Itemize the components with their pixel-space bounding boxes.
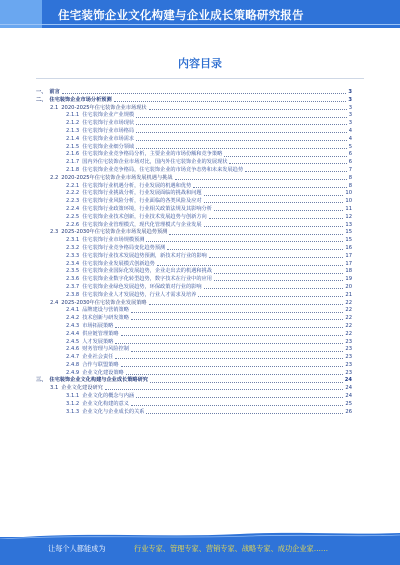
toc-entry-title: 住宅装饰行业政策环境，行业相关政策法规及其影响分析 [82,205,212,212]
toc-entry-title: 住宅装饰企业数字化转型趋势，数字技术在行业中的应用 [82,276,212,283]
toc-entry[interactable] [36,228,352,236]
toc-entry-number: 2.3.8 [66,291,80,298]
toc-dot-leader [149,109,347,110]
toc-page-number: 26 [345,408,352,415]
toc-page-number: 22 [345,307,352,314]
toc-entry-title: 住宅装饰企业国际化发展趋势，企业走出去的机遇和挑战 [82,268,212,275]
toc-entry-title: 住宅装饰企业产业规模 [82,112,135,119]
toc-page-number: 10 [345,190,352,197]
toc-entry-number: 2.1.7 [66,159,80,166]
toc-entry-number: 2.1.8 [66,166,80,173]
toc-entry-number: 三、 [36,377,47,384]
toc-page-number: 18 [345,268,352,275]
toc-dot-leader [204,202,344,203]
toc-entry-title: 2025-2030年住宅装饰企业市场发展趋势预测 [61,229,168,236]
toc-page-number: 22 [345,299,352,306]
toc-entry[interactable] [36,252,352,260]
toc-entry-number: 2.4.2 [66,315,80,322]
toc-dot-leader [150,382,343,383]
footer-slogan: 让每个人都能成为 [48,544,106,553]
toc-page-number: 3 [348,96,352,103]
toc-entry-title: 住宅装饰企业发展模式创新趋势 [82,260,155,267]
toc-entry-title: 国内外住宅装饰企业市场对比，国内外住宅装饰企业的发展现状 [82,159,228,166]
toc-dot-leader [204,226,344,227]
toc-entry[interactable] [36,88,352,96]
toc-dot-leader [115,343,343,344]
toc-entry-number: 2.4.7 [66,354,80,361]
toc-page-number: 17 [345,252,352,259]
toc-entry-title: 住宅装饰企业文化构建与企业成长策略研究 [49,377,148,384]
toc-entry[interactable] [36,96,352,104]
toc-entry-title: 2020-2025年住宅装饰企业市场发展机遇与挑战 [61,174,173,181]
toc-entry-title: 市场拓展策略 [82,322,114,329]
toc-page-number: 23 [345,361,352,368]
toc-dot-leader [62,93,347,94]
toc-dot-leader [115,358,343,359]
toc-entry-number: 3.1.1 [66,393,80,400]
toc-entry-title: 品牌建设与营销策略 [82,307,129,314]
toc-dot-leader [136,397,343,398]
toc-entry-number: 2.3.5 [66,268,80,275]
toc-entry-number: 2.4.5 [66,338,80,345]
toc-entry-title: 住宅装饰企业竞争格局分析，主要企业的市场份额和竞争策略 [82,151,223,158]
toc-dot-leader [193,187,347,188]
toc-dot-leader [157,265,344,266]
toc-entry[interactable] [36,330,352,338]
toc-entry[interactable] [36,166,352,174]
toc-entry-title: 住宅装饰企业人才发展趋势，行业人才需求及培养 [82,291,197,298]
toc-entry-title: 企业社会责任 [82,354,114,361]
toc-entry-number: 2.1.4 [66,135,80,142]
toc-entry-number: 2.4.8 [66,361,80,368]
toc-entry[interactable] [36,291,352,299]
toc-dot-leader [245,171,347,172]
toc-entry-title: 住宅装饰企业市场分析预测 [49,96,112,103]
toc-entry-number: 2.4.1 [66,307,80,314]
toc-page-number: 15 [345,237,352,244]
toc-page-number: 23 [345,346,352,353]
toc-entry-number: 2.1.1 [66,112,80,119]
toc-entry-number: 一、 [36,89,47,95]
toc-page-number: 6 [348,151,352,158]
toc-dot-leader [204,288,344,289]
toc-entry[interactable] [36,158,352,166]
toc-entry[interactable] [36,338,352,346]
toc-entry-number: 2.2.1 [66,182,80,189]
toc-entry-number: 2.2.3 [66,198,80,205]
toc-entry-title: 住宅装饰行业挑战分析，行业发展面临的挑战和问题 [82,190,202,197]
toc-page-number: 8 [348,174,352,181]
toc-entry[interactable] [36,361,352,369]
toc-entry-title: 住宅装饰行业市场现状 [82,120,135,127]
table-of-contents [36,88,352,415]
toc-dot-leader [214,280,343,281]
toc-entry[interactable] [36,392,352,400]
toc-entry[interactable] [36,400,352,408]
header-rule [0,24,400,25]
toc-entry-number: 2.1.5 [66,143,80,150]
toc-entry-title: 企业文化构建的意义 [82,400,129,407]
toc-dot-leader [121,366,344,367]
toc-page-number: 8 [348,182,352,189]
toc-entry-number: 2.3.2 [66,244,80,251]
toc-page-number: 4 [348,135,352,142]
toc-dot-leader [115,327,343,328]
toc-entry[interactable] [36,135,352,143]
toc-dot-leader [167,249,343,250]
toc-dot-leader [136,148,347,149]
toc-entry[interactable] [36,111,352,119]
toc-entry-title: 企业文化建设策略 [82,369,124,376]
toc-heading: 内容目录 [178,57,222,70]
toc-dot-leader [131,405,343,406]
toc-page-number: 10 [345,198,352,205]
toc-entry-number: 2.3 [50,229,59,236]
toc-dot-leader [198,296,343,297]
toc-dot-leader [229,163,346,164]
toc-entry-title: 住宅装饰企业绿色发展趋势，环保政策对行业的影响 [82,283,202,290]
toc-entry-number: 2.2.2 [66,190,80,197]
toc-dot-leader [131,351,343,352]
toc-entry-title: 前言 [49,89,60,95]
toc-dot-leader [175,179,347,180]
footer-roles: 行业专家、管理专家、营销专家、战略专家、成功企业家…… [134,544,329,553]
toc-entry[interactable] [36,213,352,221]
toc-entry-title: 技术创新与研发策略 [82,315,129,322]
toc-entry[interactable] [36,197,352,205]
toc-entry-title: 住宅装饰行业市场规模预测 [82,237,145,244]
toc-entry[interactable] [36,306,352,314]
footer-wave-decoration [0,531,400,539]
toc-entry-title: 住宅装饰企业竞争格局，住宅装饰企业的市场竞争态势和未来发展趋势 [82,166,244,173]
toc-entry-title: 供应链管理策略 [82,330,119,337]
toc-entry-title: 2025-2030年住宅装饰企业发展策略 [61,299,147,306]
toc-page-number: 17 [345,260,352,267]
toc-page-number: 20 [345,283,352,290]
toc-dot-leader [214,273,343,274]
toc-page-number: 22 [345,322,352,329]
toc-dot-leader [224,156,346,157]
toc-entry-title: 财务管理与风险控制 [82,346,129,353]
toc-page-number: 5 [348,143,352,150]
toc-page-number: 3 [348,104,352,111]
toc-entry-number: 2.3.7 [66,283,80,290]
toc-page-number: 3 [348,120,352,127]
toc-dot-leader [146,413,343,414]
toc-entry[interactable] [36,236,352,244]
toc-entry[interactable] [36,408,352,416]
toc-entry-title: 住宅装饰行业市场格局 [82,127,135,134]
toc-entry[interactable] [36,384,352,392]
toc-page-number: 11 [345,205,352,212]
toc-page-number: 21 [345,291,352,298]
toc-entry[interactable] [36,345,352,353]
toc-page-number: 22 [345,330,352,337]
toc-entry-number: 2.4 [50,299,59,306]
toc-page-number: 3 [348,89,352,95]
toc-entry-number: 2.4.3 [66,322,80,329]
toc-page-number: 16 [345,244,352,251]
toc-page-number: 12 [345,213,352,220]
toc-entry-title: 住宅装饰行业竞争格局变化趋势预测 [82,244,166,251]
toc-entry-title: 企业文化的概念与内涵 [82,393,135,400]
toc-entry[interactable] [36,244,352,252]
toc-entry-title: 住宅装饰企业管理模式，现代化管理模式与企业发展 [82,221,202,228]
toc-page-number: 24 [344,377,352,384]
toc-entry[interactable] [36,376,352,384]
toc-dot-leader [131,319,343,320]
toc-entry[interactable] [36,353,352,361]
toc-entry-title: 合作与联盟策略 [82,361,119,368]
toc-entry-number: 2.2.6 [66,221,80,228]
toc-entry-number: 2.2.4 [66,205,80,212]
toc-entry[interactable] [36,267,352,275]
toc-page-number: 4 [348,127,352,134]
toc-entry-number: 2.3.1 [66,237,80,244]
toc-entry[interactable] [36,104,352,112]
toc-page-number: 15 [345,229,352,236]
toc-entry-title: 住宅装饰企业市场需求 [82,135,135,142]
toc-dot-leader [169,234,343,235]
toc-entry[interactable] [36,221,352,229]
toc-dot-leader [131,312,343,313]
toc-entry-number: 2.4.9 [66,369,80,376]
document-title: 住宅装饰企业文化构建与企业成长策略研究报告 [58,8,304,22]
toc-entry[interactable] [36,275,352,283]
toc-entry-number: 二、 [36,96,47,103]
toc-entry[interactable] [36,299,352,307]
toc-entry[interactable] [36,205,352,213]
toc-page-number: 19 [345,276,352,283]
toc-entry-number: 2.1.3 [66,127,80,134]
toc-entry-number: 2.3.6 [66,276,80,283]
toc-entry-number: 2.2 [50,174,59,181]
toc-entry[interactable] [36,314,352,322]
toc-entry-number: 2.1.2 [66,120,80,127]
toc-page-number: 24 [345,385,352,392]
toc-entry[interactable] [36,150,352,158]
toc-entry[interactable] [36,182,352,190]
toc-dot-leader [126,374,344,375]
toc-heading-rule [36,78,364,79]
toc-entry-number: 3.1.2 [66,400,80,407]
toc-entry[interactable] [36,260,352,268]
toc-entry-number: 3.1 [50,385,59,392]
toc-entry-number: 2.2.5 [66,213,80,220]
toc-dot-leader [136,124,347,125]
toc-entry-number: 2.3.4 [66,260,80,267]
toc-entry-title: 住宅装饰行业技术发展趋势预测，新技术对行业的影响 [82,252,207,259]
toc-page-number: 22 [345,315,352,322]
toc-entry-number: 2.1.6 [66,151,80,158]
toc-dot-leader [105,389,344,390]
toc-page-number: 23 [345,369,352,376]
toc-entry-number: 2.1 [50,104,59,111]
toc-entry[interactable] [36,189,352,197]
toc-entry-title: 住宅装饰行业机遇分析，行业发展的机遇和优势 [82,182,192,189]
toc-page-number: 24 [345,393,352,400]
toc-entry-title: 人才发展策略 [82,338,114,345]
toc-dot-leader [136,132,347,133]
toc-entry[interactable] [36,119,352,127]
toc-dot-leader [146,241,343,242]
toc-page-number: 23 [345,338,352,345]
toc-page-number: 25 [345,400,352,407]
toc-page-number: 6 [348,159,352,166]
toc-entry[interactable] [36,174,352,182]
toc-page-number: 7 [348,166,352,173]
toc-dot-leader [121,335,344,336]
toc-page-number: 23 [345,354,352,361]
toc-dot-leader [136,117,347,118]
toc-dot-leader [114,101,347,102]
toc-entry[interactable] [36,322,352,330]
toc-entry[interactable] [36,369,352,377]
toc-entry-title: 企业文化建设研究 [61,385,103,392]
toc-entry-title: 2020-2025年住宅装饰企业市场现状 [61,104,147,111]
toc-dot-leader [136,140,347,141]
toc-entry[interactable] [36,127,352,135]
toc-entry[interactable] [36,143,352,151]
toc-entry-title: 住宅装饰企业技术创新，行业技术发展趋势与创新方向 [82,213,207,220]
toc-dot-leader [214,210,343,211]
toc-dot-leader [209,218,344,219]
toc-dot-leader [204,195,344,196]
toc-page-number: 13 [345,221,352,228]
toc-entry-title: 住宅装饰企业细分领域 [82,143,135,150]
toc-entry-number: 2.3.3 [66,252,80,259]
toc-entry-title: 企业文化与企业成长的关系 [82,408,145,415]
toc-entry-number: 2.4.6 [66,346,80,353]
toc-dot-leader [149,304,344,305]
toc-entry-number: 3.1.3 [66,408,80,415]
toc-entry-number: 2.4.4 [66,330,80,337]
toc-entry-title: 住宅装饰行业风险分析，行业面临的各类风险及应对 [82,198,202,205]
toc-page-number: 3 [348,112,352,119]
toc-dot-leader [209,257,344,258]
toc-entry[interactable] [36,283,352,291]
